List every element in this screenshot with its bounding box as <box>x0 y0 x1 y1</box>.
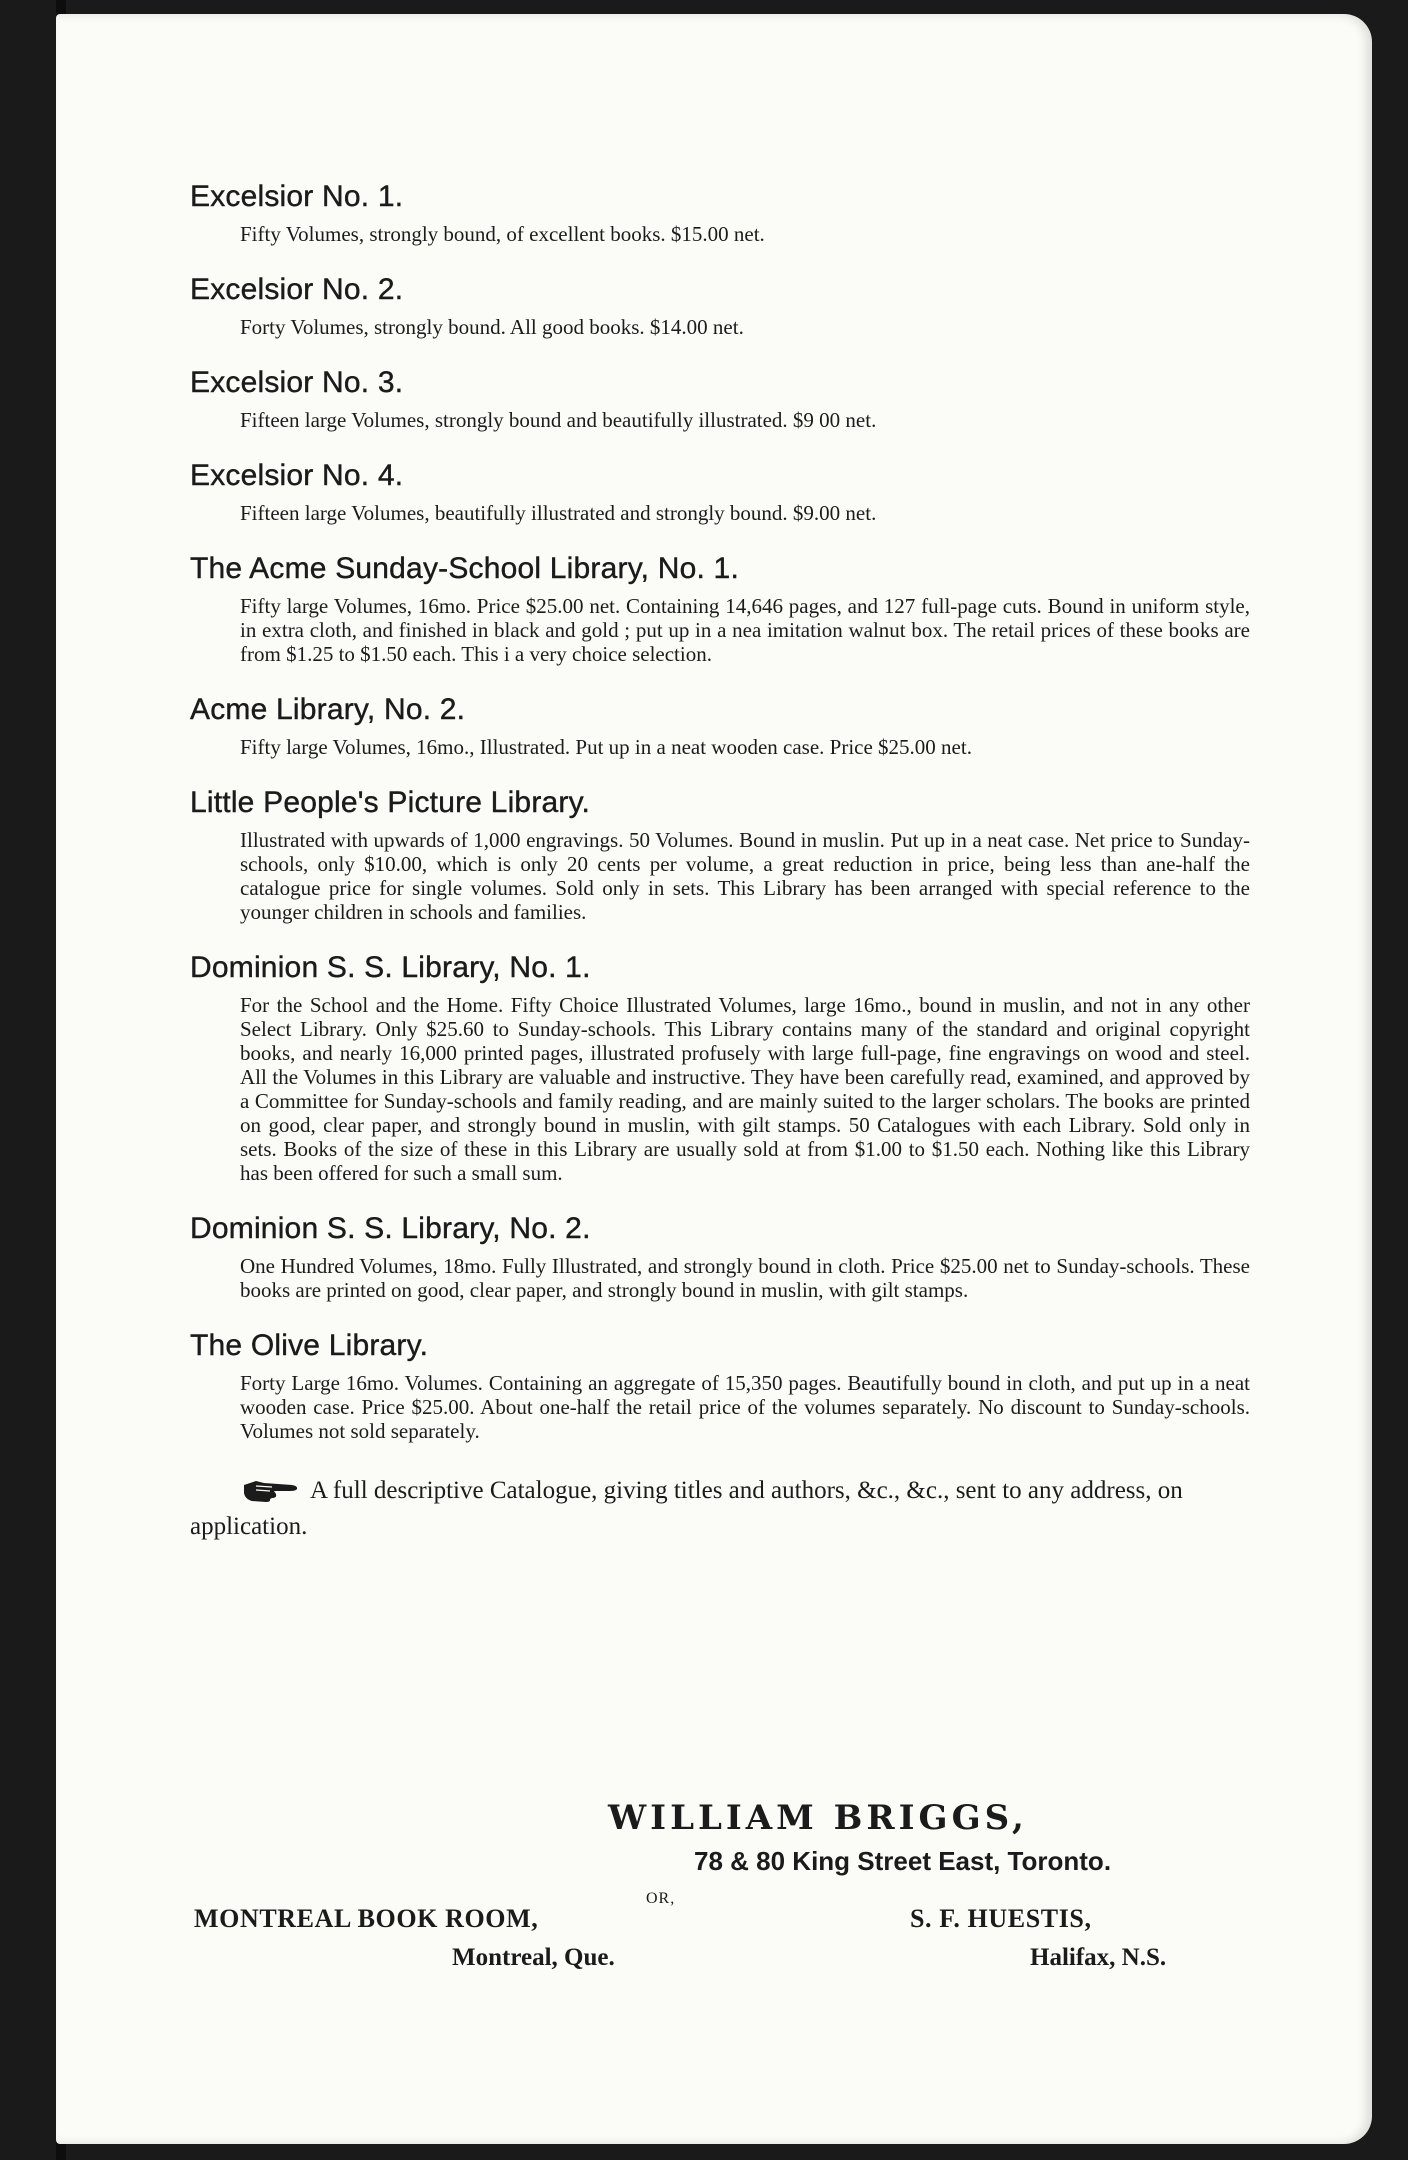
entry-description: One Hundred Volumes, 18mo. Fully Illustrated, and strongly bound in cloth. Price $25.00 net to Sunday-schools. These books are printed on good, clear paper, and strongly bound in muslin, with gilt stamps. <box>240 1254 1250 1302</box>
entry-title: The Olive Library. <box>190 1329 429 1362</box>
entry-title: Acme Library, No. 2. <box>190 693 466 726</box>
publisher-name: WILLIAM BRIGGS, <box>608 1798 1028 1838</box>
library-entry <box>190 691 1250 759</box>
branch-city: Halifax, N.S. <box>1030 1944 1167 1971</box>
entry-title: Excelsior No. 4. <box>190 459 404 492</box>
branch-name: MONTREAL BOOK ROOM, <box>194 1904 539 1933</box>
entry-description: Illustrated with upwards of 1,000 engravings. 50 Volumes. Bound in muslin. Put up in a neat case. Net price to Sunday-schools, only $10.00, which is only 20 cents per volume, a great reduction in price, being less than ane-half the catalogue price for single volumes. Sold only in sets. This Library has been arranged with special reference to the younger children in schools and families. <box>240 828 1250 924</box>
branch-city: Montreal, Que. <box>452 1944 615 1971</box>
entry-title: Excelsior No. 1. <box>190 180 404 213</box>
library-entry <box>190 1210 1250 1302</box>
catalogue-notice <box>190 1473 1250 1545</box>
library-list <box>190 178 1250 1545</box>
entry-title: The Acme Sunday-School Library, No. 1. <box>190 552 739 585</box>
library-entry <box>190 1327 1250 1443</box>
entry-description: Fifty large Volumes, 16mo., Illustrated. Put up in a neat wooden case. Price $25.00 net. <box>240 735 972 759</box>
entry-description: Fifteen large Volumes, strongly bound and beautifully illustrated. $9 00 net. <box>240 408 877 432</box>
library-entry <box>190 457 1250 525</box>
entry-description: Fifty large Volumes, 16mo. Price $25.00 net. Containing 14,646 pages, and 127 full-page cuts. Bound in uniform style, in extra cloth, and finished in black and gold ; put up in a nea imitation walnut box. The retail prices of these books are from $1.25 to $1.50 each. This i a very choice selection. <box>240 594 1250 666</box>
entry-title: Little People's Picture Library. <box>190 786 591 819</box>
publisher-address: 78 & 80 King Street East, Toronto. <box>694 1846 1112 1876</box>
or-separator: OR, <box>646 1890 676 1907</box>
branch-name: S. F. HUESTIS, <box>910 1904 1092 1933</box>
entry-description: Forty Volumes, strongly bound. All good books. $14.00 net. <box>240 315 744 339</box>
library-entry <box>190 949 1250 1185</box>
entry-title: Excelsior No. 2. <box>190 273 404 306</box>
entry-title: Dominion S. S. Library, No. 2. <box>190 1212 591 1245</box>
entry-description: Forty Large 16mo. Volumes. Containing an aggregate of 15,350 pages. Beautifully bound in cloth, and put up in a neat wooden case. Price $25.00. About one-half the retail price of the volumes separately. No discount to Sunday-schools. Volumes not sold separately. <box>240 1371 1250 1443</box>
library-entry <box>190 784 1250 924</box>
entry-description: Fifty Volumes, strongly bound, of excellent books. $15.00 net. <box>240 222 765 246</box>
entry-description: Fifteen large Volumes, beautifully illustrated and strongly bound. $9.00 net. <box>240 501 877 525</box>
library-entry <box>190 550 1250 666</box>
pointing-hand-icon <box>242 1477 300 1503</box>
library-entry <box>190 178 1250 246</box>
entry-title: Excelsior No. 3. <box>190 366 404 399</box>
library-entry <box>190 364 1250 432</box>
entry-description: For the School and the Home. Fifty Choice Illustrated Volumes, large 16mo., bound in muslin, and not in any other Select Library. Only $25.60 to Sunday-schools. This Library contains many of the standard and original copyright books, and nearly 16,000 printed pages, illustrated profusely with large full-page, fine engravings on wood and steel. All the Volumes in this Library are valuable and instructive. They have been carefully read, examined, and approved by a Committee for Sunday-schools and family reading, and are mainly suited to the larger scholars. The books are printed on good, clear paper, and strongly bound in muslin, with gilt stamps. 50 Catalogues with each Library. Sold only in sets. Books of the size of these in this Library are usually sold at from $1.00 to $1.50 each. Nothing like this Library has been offered for such a small sum. <box>240 993 1250 1185</box>
notice-text: A full descriptive Catalogue, giving titles and authors, &c., &c., sent to any address, on application. <box>190 1477 1183 1540</box>
entry-title: Dominion S. S. Library, No. 1. <box>190 951 591 984</box>
library-entry <box>190 271 1250 339</box>
